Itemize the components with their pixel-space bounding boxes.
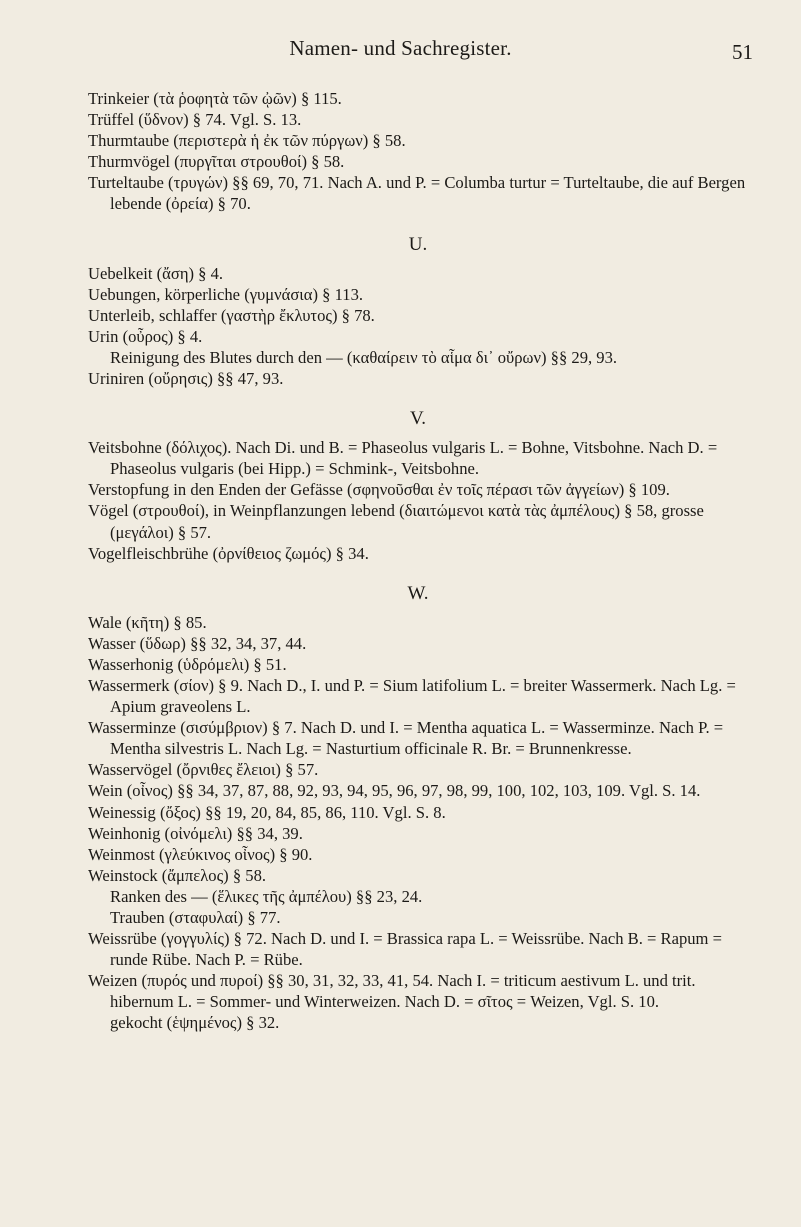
index-entry: Wasserminze (σισύμβριον) § 7. Nach D. und I. = Mentha aquatica L. = Wasserminze. Nach P. = Mentha silvestris L. Nach Lg. = Nasturtium officinale R. Br. = Brunnenkresse.	[88, 718, 724, 759]
index-entry: Weinessig (ὄξος) §§ 19, 20, 84, 85, 86, 110. Vgl. S. 8.	[88, 802, 446, 822]
index-subentry: gekocht (ἑψημένος) § 32.	[110, 1013, 280, 1033]
index-entry: Unterleib, schlaffer (γαστὴρ ἔκλυτος) § 78.	[88, 305, 375, 325]
index-entry: Veitsbohne (δόλιχος). Nach Di. und B. = Phaseolus vulgaris L. = Bohne, Vitsbohne. Nach D. = Phaseolus vulgaris (bei Hipp.) = Schmink-, Veitsbohne.	[88, 438, 718, 479]
index-entry: Wale (κῆτη) § 85.	[88, 612, 207, 632]
index-entry: Verstopfung in den Enden der Gefässe (σφηνοῦσθαι ἐν τοῖς πέρασι τῶν ἀγγείων) § 109.	[88, 480, 670, 500]
page-number: 51	[732, 40, 753, 64]
index-entry: Weinmost (γλεύκινος οἶνος) § 90.	[88, 844, 313, 864]
register-body	[88, 88, 748, 1034]
index-entry: Wasservögel (ὄρνιθες ἔλειοι) § 57.	[88, 760, 319, 780]
index-entry: Trüffel (ὕδνον) § 74. Vgl. S. 13.	[88, 110, 302, 130]
section-letter-u: U.	[408, 233, 428, 255]
index-subentry: Trauben (σταφυλαί) § 77.	[110, 908, 281, 927]
index-entry: Wassermerk (σίον) § 9. Nach D., I. und P. = Sium latifolium L. = breiter Wassermerk. Nach Lg. = Apium graveolens L.	[88, 675, 736, 717]
index-subentry: Ranken des — (ἕλικες τῆς ἀμπέλου) §§ 23, 24.	[110, 886, 423, 906]
index-entry: Trinkeier (τὰ ῥοφητὰ τῶν ᾠῶν) § 115.	[88, 89, 342, 108]
index-subentry: Reinigung des Blutes durch den — (καθαίρειν τὸ αἷμα δι᾽ οὔρων) §§ 29, 93.	[110, 347, 618, 367]
section-letter-v: V.	[409, 408, 427, 430]
index-entry: Thurmtaube (περιστερὰ ἡ ἐκ τῶν πύργων) § 58.	[88, 131, 406, 151]
index-entry: Uriniren (οὔρησις) §§ 47, 93.	[88, 369, 284, 389]
page-header	[0, 36, 801, 66]
running-title: Namen- und Sachregister.	[289, 36, 512, 60]
index-entry: Uebelkeit (ἄση) § 4.	[88, 263, 224, 283]
index-entry: Turteltaube (τρυγών) §§ 69, 70, 71. Nach A. und P. = Columba turtur = Turteltaube, die auf Bergen lebende (ὀρεία) § 70.	[88, 173, 746, 214]
index-entry: Wein (οἶνος) §§ 34, 37, 87, 88, 92, 93, 94, 95, 96, 97, 98, 99, 100, 102, 103, 109. Vgl. S. 14.	[88, 781, 701, 801]
index-entry: Urin (οὖρος) § 4.	[88, 326, 203, 346]
index-entry: Vögel (στρουθοί), in Weinpflanzungen lebend (διαιτώμενοι κατὰ τὰς ἀμπέλους) § 58, grosse (μεγάλοι) § 57.	[88, 501, 704, 542]
index-entry: Wasserhonig (ὑδρόμελι) § 51.	[88, 654, 287, 674]
section-letter-w: W.	[407, 582, 429, 604]
index-entry: Weissrübe (γογγυλίς) § 72. Nach D. und I. = Brassica rapa L. = Weissrübe. Nach B. = Rapum = runde Rübe. Nach P. = Rübe.	[88, 929, 722, 970]
index-entry: Vogelfleischbrühe (ὀρνίθειος ζωμός) § 34.	[88, 543, 369, 563]
index-entry: Weinstock (ἄμπελος) § 58.	[88, 865, 267, 885]
index-entry: Uebungen, körperliche (γυμνάσια) § 113.	[88, 284, 364, 304]
index-entry: Thurmvögel (πυργῖται στρουθοί) § 58.	[88, 152, 345, 172]
index-entry: Weizen (πυρός und πυροί) §§ 30, 31, 32, 33, 41, 54. Nach I. = triticum aestivum L. und trit. hibernum L. = Sommer- und Winterweizen. Nach D. = σῖτος = Weizen, Vgl. S. 10.	[88, 971, 696, 1012]
index-entry: Wasser (ὕδωρ) §§ 32, 34, 37, 44.	[88, 633, 307, 653]
index-entry: Weinhonig (οἰνόμελι) §§ 34, 39.	[88, 823, 303, 843]
